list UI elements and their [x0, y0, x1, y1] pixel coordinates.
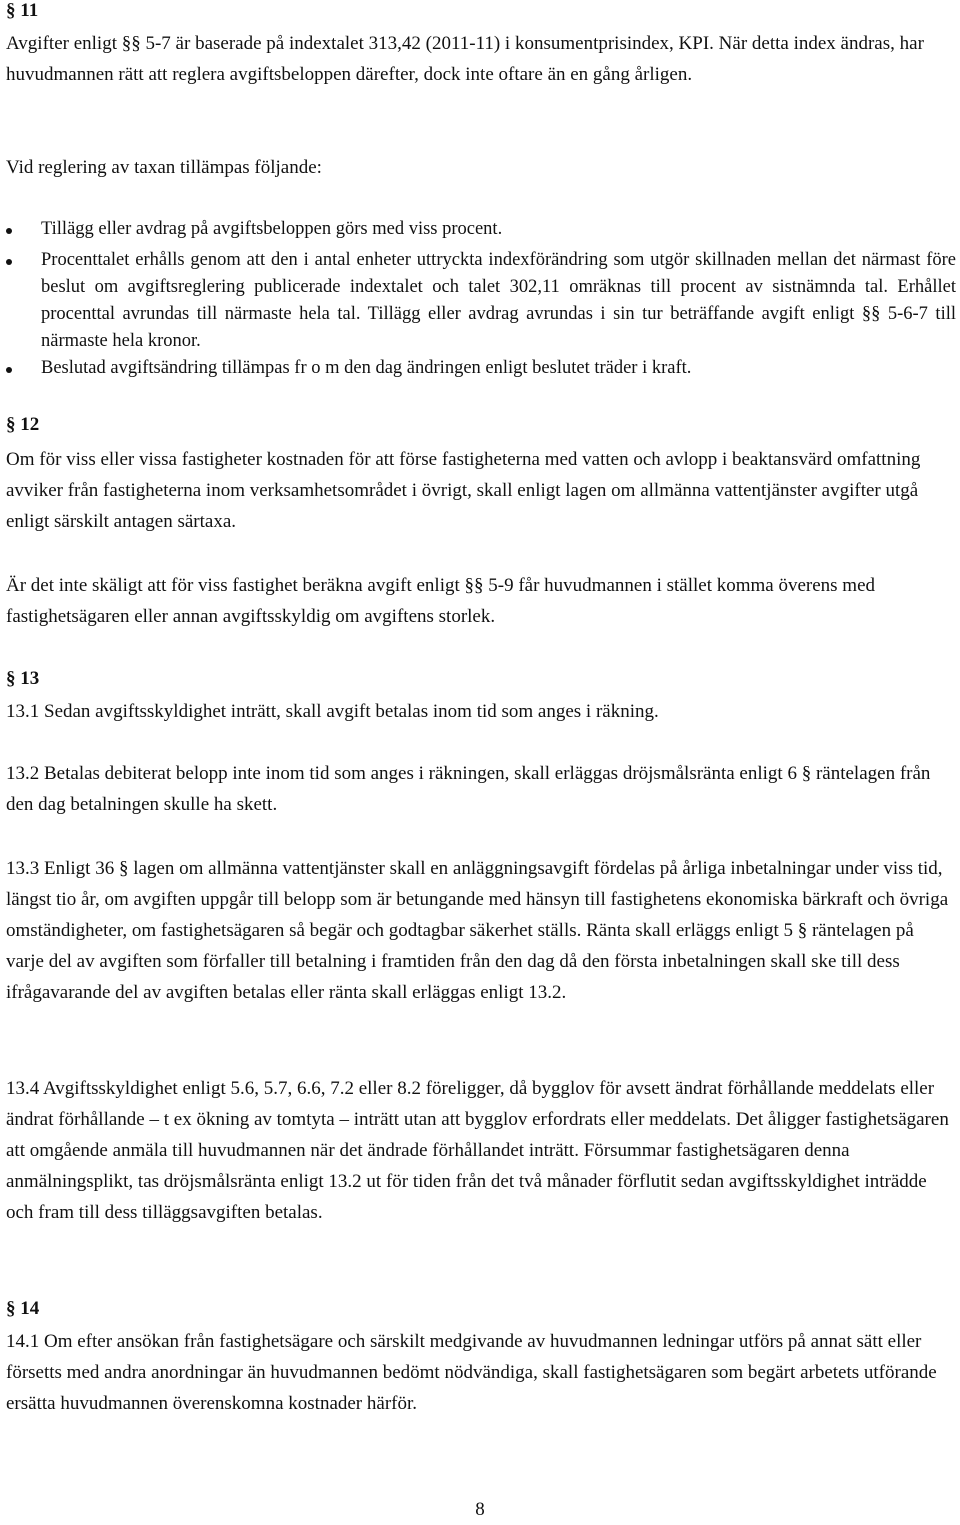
section-11-paragraph-2: Vid reglering av taxan tillämpas följande:	[6, 157, 322, 178]
section-13-heading: § 13	[6, 668, 40, 689]
section-11-paragraph-1: Avgifter enligt §§ 5-7 är baserade på indextalet 313,42 (2011-11) i konsumentprisindex, KPI. När detta index ändras, har huvudmannen rätt att reglera avgiftsbeloppen därefter, dock inte oftare än en gång årligen.	[6, 33, 924, 85]
section-14-paragraph-1: 14.1 Om efter ansökan från fastighetsägare och särskilt medgivande av huvudmannen ledningar utförs på annat sätt eller försetts med andra anordningar än huvudmannen bedömt nödvändiga, skall fastighetsägaren som begärt arbetets utförande ersätta huvudmannen överenskomna kostnader härför.	[6, 1331, 937, 1414]
bullet-icon	[6, 367, 12, 373]
list-item	[6, 355, 956, 382]
bullet-icon	[6, 259, 12, 265]
section-13-paragraph-3: 13.3 Enligt 36 § lagen om allmänna vattentjänster skall en anläggningsavgift fördelas på årliga inbetalningar under viss tid, längst tio år, om avgiften uppgår till belopp som är betungande med hänsyn till fastighetens ekonomiska bärkraft och övriga omständigheter, om fastighetsägaren så begär och godtagbar säkerhet ställs. Ränta skall erläggs enligt 5 § räntelagen på varje del av avgiften som förfaller till betalning i framtiden från den dag då den första inbetalningen skall ske till dess ifrågavarande del av avgiften betalas eller ränta skall erläggas enligt 13.2.	[6, 858, 949, 1003]
list-item-text: Tillägg eller avdrag på avgiftsbeloppen görs med viss procent.	[41, 219, 503, 239]
section-13-paragraph-1: 13.1 Sedan avgiftsskyldighet inträtt, skall avgift betalas inom tid som anges i räkning.	[6, 701, 659, 722]
section-11-bullet-list	[6, 216, 956, 382]
section-12-paragraph-2: Är det inte skäligt att för viss fastighet beräkna avgift enligt §§ 5-9 får huvudmannen i stället komma överens med fastighetsägaren eller annan avgiftsskyldig om avgiftens storlek.	[6, 575, 876, 627]
list-item-text: Procenttalet erhålls genom att den i antal enheter uttryckta indexförändring som utgör skillnaden mellan det närmast före beslut om avgiftsreglering publicerade indextalet och talet 302,11 omräknas till procent av sistnämnda tal. Erhållet procenttal avrundas till närmaste hela tal. Tillägg eller avdrag avrundas i sin tur beträffande avgift enligt §§ 5-6-7 till närmaste hela kronor.	[41, 250, 956, 351]
page-number: 8	[475, 1499, 485, 1520]
list-item	[6, 247, 956, 355]
bullet-icon	[6, 228, 12, 234]
section-12-paragraph-1: Om för viss eller vissa fastigheter kostnaden för att förse fastigheterna med vatten och avlopp i beaktansvärd omfattning avviker från fastigheterna inom verksamhetsområdet i övrigt, skall enligt lagen om allmänna vattentjänster avgifter utgå enligt särskilt antagen särtaxa.	[6, 449, 921, 532]
section-13-paragraph-2: 13.2 Betalas debiterat belopp inte inom tid som anges i räkningen, skall erläggas dröjsmålsränta enligt 6 § räntelagen från den dag betalningen skulle ha skett.	[6, 763, 931, 815]
list-item	[6, 216, 956, 243]
list-item-text: Beslutad avgiftsändring tillämpas fr o m den dag ändringen enligt beslutet träder i kraft.	[41, 358, 692, 378]
section-13-paragraph-4: 13.4 Avgiftsskyldighet enligt 5.6, 5.7, 6.6, 7.2 eller 8.2 föreligger, då bygglov för avsett ändrat förhållande meddelats eller ändrat förhållande – t ex ökning av tomtyta – inträtt utan att bygglov erfordrats eller meddelats. Det åligger fastighetsägaren att omgående anmäla till huvudmannen när det ändrade förhållandet inträtt. Försummar fastighetsägaren denna anmälningsplikt, tas dröjsmålsränta enligt 13.2 ut för tiden från det två månader förflutit sedan avgiftsskyldighet inträdde och fram till dess tilläggsavgiften betalas.	[6, 1078, 949, 1223]
section-11-heading: § 11	[6, 0, 39, 21]
section-12-heading: § 12	[6, 414, 40, 435]
section-14-heading: § 14	[6, 1298, 40, 1319]
